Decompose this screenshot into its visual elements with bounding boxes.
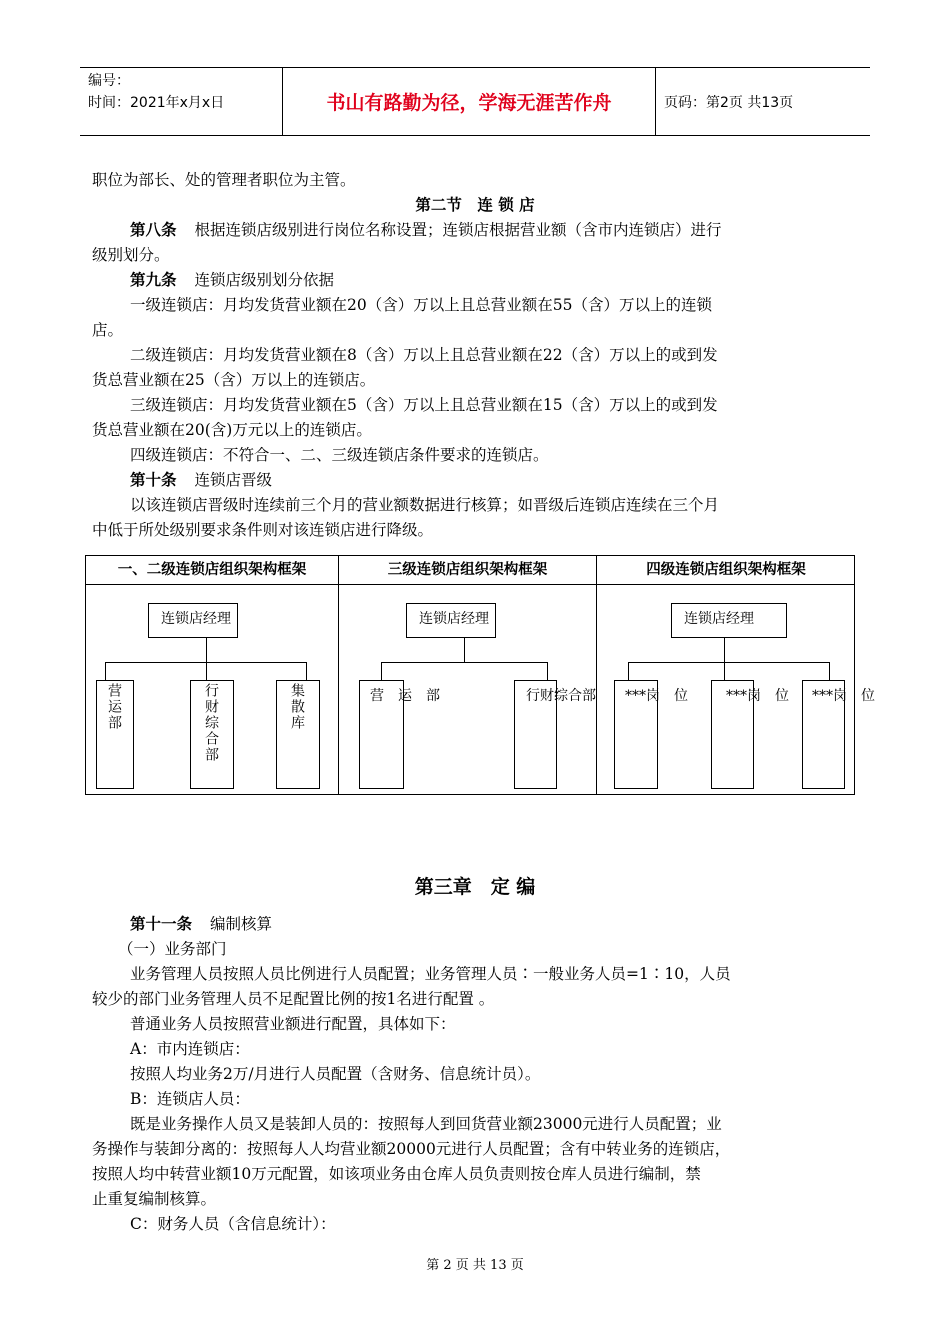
section-title: 第二节 连 锁 店 <box>415 196 535 214</box>
time-label: 时间：2021年x月x日 <box>88 95 225 111</box>
paragraph-line: B：连锁店人员： <box>130 1090 250 1108</box>
article-10 <box>130 468 272 493</box>
connector-line <box>628 662 629 680</box>
subsection-title: （一）业务部门 <box>118 940 227 958</box>
connector-line <box>628 662 830 663</box>
connector-line <box>829 662 830 680</box>
article-11 <box>130 912 272 937</box>
paragraph-line: 四级连锁店：不符合一、二、三级连锁店条件要求的连锁店。 <box>130 446 549 464</box>
paragraph-line: 按照人均业务2万/月进行人员配置（含财务、信息统计员）。 <box>130 1065 541 1083</box>
unit-label: 行财综合部 <box>526 688 596 704</box>
article-9 <box>130 268 334 293</box>
paragraph-line: 务操作与装卸分离的：按照每人人均营业额20000元进行人员配置；含有中转业务的连锁店， <box>92 1140 731 1158</box>
connector-line <box>464 638 465 662</box>
connector-line <box>105 662 106 680</box>
header-row-rule <box>86 584 854 585</box>
org-structure-table <box>85 555 875 795</box>
table-header: 四级连锁店组织架构框架 <box>646 562 806 578</box>
article-text: 编制核算 <box>210 915 273 933</box>
article-label: 第八条 <box>130 221 177 239</box>
paragraph-line: 普通业务人员按照营业额进行配置，具体如下： <box>130 1015 456 1033</box>
table-header: 一、二级连锁店组织架构框架 <box>117 562 307 578</box>
unit-label: ***岗 位 <box>812 688 875 704</box>
paragraph-line: C：财务人员（含信息统计）： <box>130 1215 336 1233</box>
unit-box: 行财综合部 <box>190 680 234 789</box>
paragraph-line: 按照人均中转营业额10万元配置，如该项业务由仓库人员负责则按仓库人员进行编制，禁 <box>92 1165 701 1183</box>
article-text: 根据连锁店级别进行岗位名称设置；连锁店根据营业额（含市内连锁店）进行 <box>194 221 722 239</box>
connector-line <box>724 662 725 680</box>
header-page-info: 页码：第2页 共13页 <box>664 95 794 111</box>
column-divider <box>596 556 597 794</box>
header-divider-right <box>655 67 656 136</box>
page-footer: 第 2 页 共 13 页 <box>426 1258 524 1273</box>
unit-label: ***岗 位 <box>625 688 688 704</box>
header-top-rule <box>80 67 870 68</box>
paragraph-line: 一级连锁店：月均发货营业额在20（含）万以上且总营业额在55（含）万以上的连锁 <box>130 296 712 314</box>
unit-label: ***岗 位 <box>726 688 789 704</box>
unit-box: 营运部 <box>96 680 134 789</box>
unit-box: 集散库 <box>276 680 320 789</box>
header-bottom-rule <box>80 135 870 136</box>
article-text: 连锁店级别划分依据 <box>194 271 335 289</box>
column-divider <box>338 556 339 794</box>
chapter-title: 第三章 定 编 <box>414 876 536 898</box>
number-label: 编号： <box>88 73 130 89</box>
paragraph-line: 既是业务操作人员又是装卸人员的：按照每人到回货营业额23000元进行人员配置；业 <box>130 1115 722 1133</box>
table-header: 三级连锁店组织架构框架 <box>387 562 548 578</box>
paragraph-line: 较少的部门业务管理人员不足配置比例的按1名进行配置 。 <box>92 990 495 1008</box>
paragraph-line: 三级连锁店：月均发货营业额在5（含）万以上且总营业额在15（含）万以上的或到发 <box>130 396 718 414</box>
paragraph-line: 店。 <box>92 321 124 339</box>
connector-line <box>547 662 548 680</box>
connector-line <box>381 662 548 663</box>
connector-line <box>206 662 207 680</box>
paragraph-line: 以该连锁店晋级时连续前三个月的营业额数据进行核算；如晋级后连锁店连续在三个月 <box>130 496 720 514</box>
paragraph-line: 职位为部长、处的管理者职位为主管。 <box>92 171 356 189</box>
paragraph-line: A：市内连锁店： <box>130 1040 250 1058</box>
paragraph-line: 货总营业额在25（含）万以上的连锁店。 <box>92 371 376 389</box>
article-8 <box>130 218 722 243</box>
paragraph-line: 中低于所处级别要求条件则对该连锁店进行降级。 <box>92 521 434 539</box>
paragraph-line: 货总营业额在20(含)万元以上的连锁店。 <box>92 421 372 439</box>
connector-line <box>724 638 725 662</box>
article-label: 第九条 <box>130 271 177 289</box>
header-motto: 书山有路勤为径，学海无涯苦作舟 <box>326 92 612 114</box>
header-left <box>88 70 224 114</box>
paragraph-line: 止重复编制核算。 <box>92 1190 217 1208</box>
unit-label: 营 运 部 <box>370 688 440 704</box>
paragraph-line: 二级连锁店：月均发货营业额在8（含）万以上且总营业额在22（含）万以上的或到发 <box>130 346 718 364</box>
paragraph-line: 级别划分。 <box>92 246 170 264</box>
manager-box: 连锁店经理 <box>148 603 238 638</box>
manager-box: 连锁店经理 <box>671 603 787 638</box>
article-label: 第十一条 <box>130 915 193 933</box>
article-label: 第十条 <box>130 471 177 489</box>
connector-line <box>306 662 307 680</box>
paragraph-line: 业务管理人员按照人员比例进行人员配置；业务管理人员∶一般业务人员=1∶10，人员 <box>130 965 731 983</box>
connector-line <box>206 638 207 662</box>
connector-line <box>381 662 382 680</box>
article-text: 连锁店晋级 <box>194 471 273 489</box>
manager-box: 连锁店经理 <box>406 603 496 638</box>
